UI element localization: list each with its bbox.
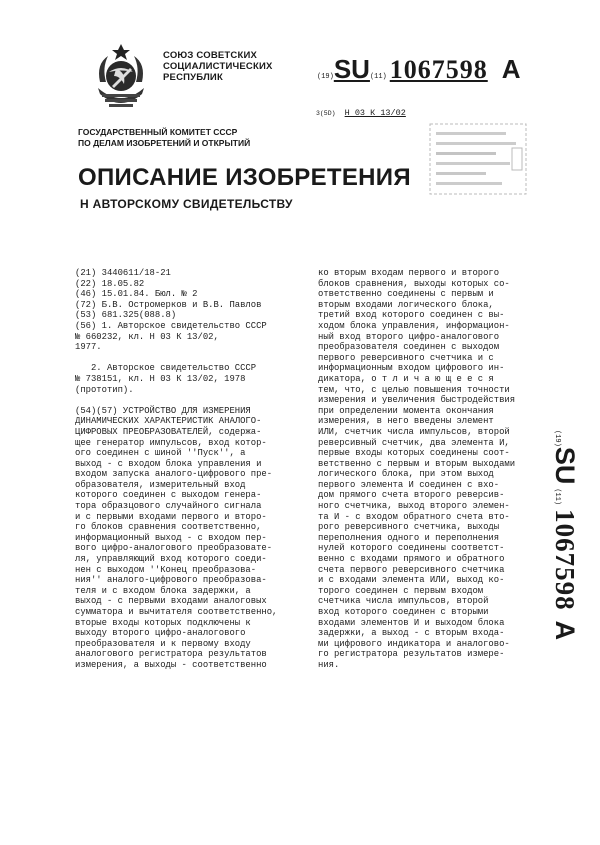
number-code: (11) <box>369 73 387 81</box>
text-line: теля и с входом блока задержки, а <box>75 585 251 596</box>
text-line: ния. <box>318 659 340 670</box>
text-line: 2. Авторское свидетельство СССР <box>75 363 257 374</box>
text-line: первые входы которых соединены соот- <box>318 448 510 459</box>
text-line: вторые входы которых подключены к <box>75 617 251 628</box>
text-line: третий вход которого соединен с вы- <box>318 310 505 321</box>
side-country-code: SU <box>550 446 580 485</box>
text-line: торого соединен с первым входом <box>318 585 484 596</box>
text-line: ого соединен с шиной ''Пуск'', а <box>75 448 246 459</box>
text-line: задержки, а выход - с вторым входа- <box>318 628 505 639</box>
left-text-column <box>75 268 315 671</box>
text-line: тора образцового случайного сигнала <box>75 501 262 512</box>
text-line: блоков сравнения, выходы которых со- <box>318 278 510 289</box>
committee-line: ПО ДЕЛАМ ИЗОБРЕТЕНИЙ И ОТКРЫТИЙ <box>78 138 251 148</box>
text-line: нен с выходом ''Конец преобразова- <box>75 564 257 575</box>
text-line: выход - с первыми входами аналоговых <box>75 596 267 607</box>
ipc-value: Н 03 К 13/02 <box>344 108 406 118</box>
library-stamp <box>428 122 528 196</box>
text-line: № 738151, кл. Н 03 К 13/02, 1978 <box>75 373 246 384</box>
text-line: образователя, измерительный вход <box>75 479 246 490</box>
text-line: ко вторым входам первого и второго <box>318 268 500 278</box>
document-title: ОПИСАНИЕ ИЗОБРЕТЕНИЯ <box>78 164 411 191</box>
text-line: (54)(57) УСТРОЙСТВО ДЛЯ ИЗМЕРЕНИЯ <box>75 405 251 416</box>
text-line: выходу второго цифро-аналогового <box>75 628 246 639</box>
text-line: ного счетчика, выход второго элемен- <box>318 501 510 512</box>
country-code: SU <box>333 54 370 84</box>
text-line: ля, управляющий вход которого соеди- <box>75 554 267 565</box>
text-line: (21) 3440611/18-21 <box>75 268 171 278</box>
document-subtitle: Н АВТОРСКОМУ СВИДЕТЕЛЬСТВУ <box>80 197 293 211</box>
text-line: информационный выход - с входом пер- <box>75 532 267 543</box>
text-line: измерения и увеличения быстродействия <box>318 395 516 406</box>
text-line: и с первыми входами первого и второ- <box>75 511 267 522</box>
text-line: счета первого реверсивного счетчика <box>318 564 505 575</box>
patent-number-block <box>317 54 521 85</box>
side-publication-code: (19) <box>553 430 561 447</box>
text-line: преобразователя и к первому входу <box>75 638 251 649</box>
organization-name <box>163 50 273 83</box>
text-line: при определении момента окончания <box>318 405 494 416</box>
ipc-code: 3(5D) <box>316 110 336 117</box>
right-text-column <box>318 268 543 671</box>
text-line: та И - с входом обратного счета вто- <box>318 511 510 522</box>
text-line: измерения, в него введены элемент <box>318 416 494 427</box>
text-line: дом прямого счета второго реверсив- <box>318 490 505 501</box>
text-line: нулей которого соединены соответст- <box>318 543 505 554</box>
text-line: тем, что, с целью повышения точности <box>318 384 510 395</box>
text-line: щее генератор импульсов, вход котор- <box>75 437 267 448</box>
text-line: ветственно с первым и вторым выходами <box>318 458 516 469</box>
text-line: (56) 1. Авторское свидетельство СССР <box>75 320 267 331</box>
text-line: вход которого соединен с вторыми <box>318 607 489 617</box>
publication-code: (19) <box>317 73 334 81</box>
side-number-code: (11) <box>553 488 561 506</box>
text-line: (прототип). <box>75 384 134 395</box>
text-line: ДИНАМИЧЕСКИХ ХАРАКТЕРИСТИК АНАЛОГО- <box>75 416 262 427</box>
text-line: ми цифрового индикатора и аналогово- <box>318 638 510 649</box>
text-line: входом запуска аналого-цифрового пре- <box>75 469 273 480</box>
committee-line: ГОСУДАРСТВЕННЫЙ КОМИТЕТ СССР <box>78 127 238 137</box>
text-line: рого реверсивного счетчика, выходы <box>318 522 500 533</box>
text-line: ния'' аналого-цифрового преобразова- <box>75 575 267 586</box>
org-line: СОЦИАЛИСТИЧЕСКИХ <box>163 61 273 72</box>
text-line: го блоков сравнения соответственно, <box>75 522 262 533</box>
text-line: реверсивный счетчик, два элемента И, <box>318 437 510 448</box>
text-line: выход - с входом блока управления и <box>75 458 262 469</box>
text-line: № 660232, кл. Н 03 К 13/02, <box>75 331 219 342</box>
side-patent-number: 1067598 <box>550 509 580 611</box>
text-line <box>75 353 315 364</box>
text-line: измерения, а выходы - соответственно <box>75 659 267 670</box>
text-line: ный вход второго цифро-аналогового <box>318 331 500 342</box>
org-line: СОЮЗ СОВЕТСКИХ <box>163 50 258 61</box>
text-line: логического блока, при этом выход <box>318 469 494 480</box>
ipc-classification <box>316 108 406 118</box>
text-line: первого элемента И соединен с вхо- <box>318 479 500 490</box>
text-line: вого цифро-аналогового преобразовате- <box>75 543 273 554</box>
patent-number: 1067598 <box>389 55 488 84</box>
side-kind-code: A <box>550 620 580 641</box>
text-line: входами элементов И и выходом блока <box>318 617 505 628</box>
text-line: 1977. <box>75 342 102 353</box>
kind-code: A <box>501 54 521 84</box>
text-line: переполнения одного и переполнения <box>318 532 500 543</box>
text-line: венно с входами прямого и обратного <box>318 554 505 565</box>
committee-name <box>78 127 250 149</box>
text-line: дикатора, о т л и ч а ю щ е е с я <box>318 373 494 384</box>
text-line: ИЛИ, счетчик числа импульсов, второй <box>318 426 510 437</box>
state-emblem-icon <box>90 42 152 112</box>
org-line: РЕСПУБЛИК <box>163 72 223 83</box>
text-line: (53) 681.325(088.8) <box>75 310 177 321</box>
vertical-patent-number <box>540 430 580 660</box>
text-line: вторым входами логического блока, <box>318 299 494 310</box>
text-line: ЦИФРОВЫХ ПРЕОБРАЗОВАТЕЛЕЙ, содержа- <box>75 426 262 437</box>
text-line: сумматора и вычитателя соответственно, <box>75 607 278 617</box>
text-line: аналогового регистратора результатов <box>75 649 267 660</box>
text-line: первого реверсивного счетчика и с <box>318 352 494 363</box>
text-line: (22) 18.05.82 <box>75 278 145 289</box>
text-line <box>75 395 315 406</box>
text-line: счетчика числа импульсов, второй <box>318 596 489 607</box>
text-line: (46) 15.01.84. Бюл. № 2 <box>75 289 198 300</box>
text-line: информационным входом цифрового ин- <box>318 363 505 374</box>
text-line: преобразователя соединен с выходом <box>318 342 500 353</box>
text-line: ответственно соединены с первым и <box>318 289 494 300</box>
text-line: го регистратора результатов измере- <box>318 649 505 660</box>
text-line: ходом блока управления, информацион- <box>318 320 510 331</box>
text-line: которого соединен с выходом генера- <box>75 490 262 501</box>
text-line: и с входами элемента ИЛИ, выход ко- <box>318 575 505 586</box>
text-line: (72) Б.В. Остромерков и В.В. Павлов <box>75 299 262 310</box>
